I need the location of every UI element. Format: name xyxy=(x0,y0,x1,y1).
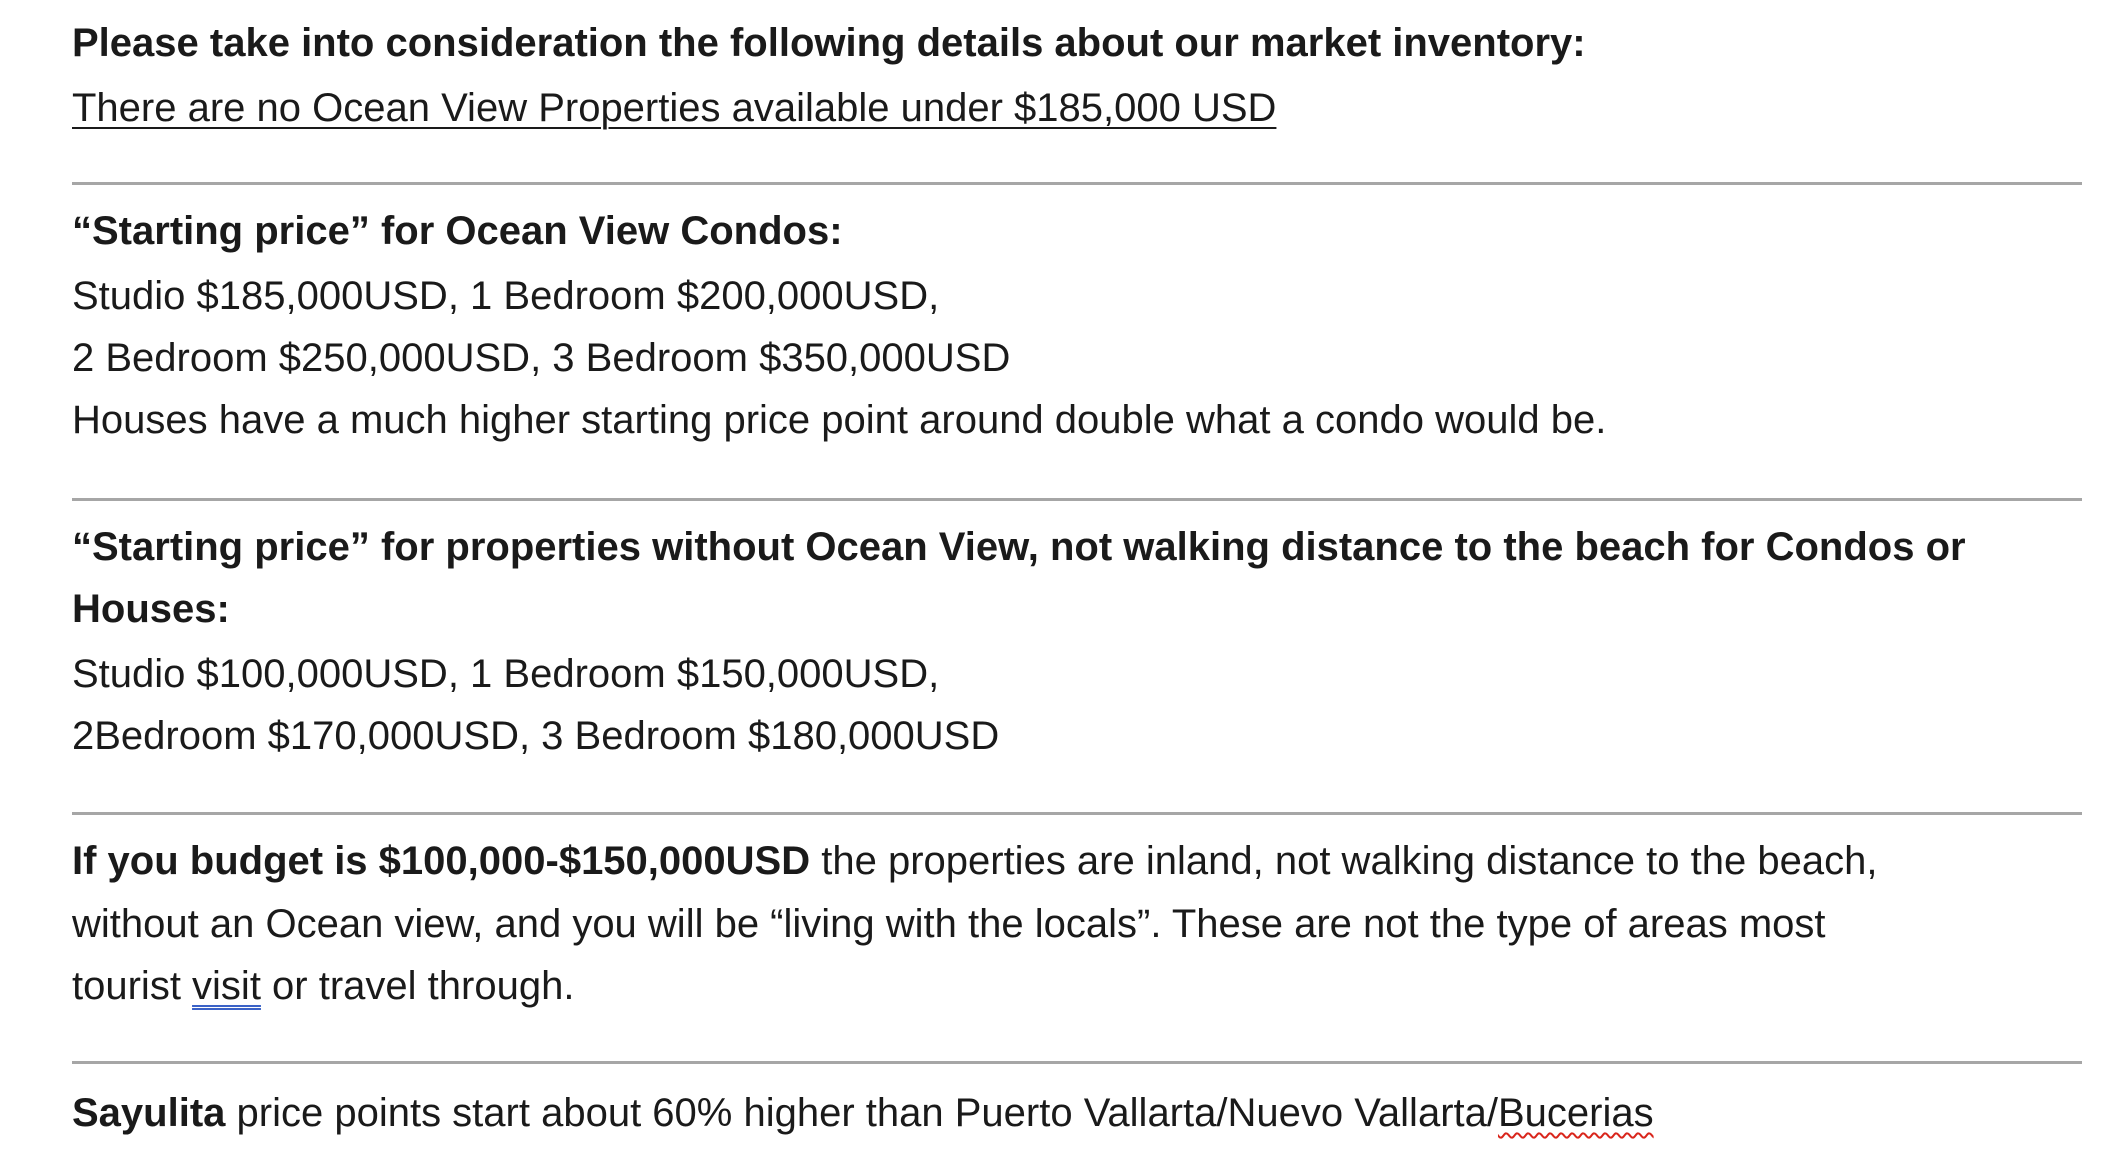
divider-1 xyxy=(72,182,2082,185)
budget-line-1 xyxy=(72,830,1877,892)
no-ocean-view-heading-line-2: Houses: xyxy=(72,587,230,631)
sayulita-bold-lead: Sayulita xyxy=(72,1091,226,1135)
sayulita-text: price points start about 60% higher than Puerto Vallarta/Nuevo Vallarta/ xyxy=(225,1091,1498,1135)
budget-line-1-rest: the properties are inland, not walking distance to the beach, xyxy=(810,839,1878,883)
budget-bold-lead: If you budget is $100,000-$150,000USD xyxy=(72,839,811,883)
budget-line-3-pre: tourist xyxy=(72,964,193,1008)
no-ocean-view-heading-line-1: “Starting price” for properties without Ocean View, not walking distance to the beach for Condos or xyxy=(72,525,1966,569)
no-ocean-view-prices-line-1: Studio $100,000USD, 1 Bedroom $150,000USD, xyxy=(72,652,940,696)
grammar-flagged-word[interactable]: visit xyxy=(192,964,261,1008)
divider-3 xyxy=(72,812,2082,815)
budget-line-3 xyxy=(72,955,574,1017)
spelling-flagged-word[interactable]: Bucerias xyxy=(1497,1091,1654,1135)
divider-4 xyxy=(72,1061,2082,1064)
ocean-view-houses-note: Houses have a much higher starting price point around double what a condo would be. xyxy=(72,398,1607,442)
inventory-note xyxy=(72,77,1276,139)
ocean-view-prices-line-2: 2 Bedroom $250,000USD, 3 Bedroom $350,000USD xyxy=(72,336,1011,380)
inventory-note-text: There are no Ocean View Properties available under $185,000 USD xyxy=(72,86,1277,130)
no-ocean-view-prices-line-2: 2Bedroom $170,000USD, 3 Bedroom $180,000USD xyxy=(72,714,1000,758)
divider-2 xyxy=(72,498,2082,501)
ocean-view-heading: “Starting price” for Ocean View Condos: xyxy=(72,209,843,253)
budget-line-3-post: or travel through. xyxy=(260,964,575,1008)
ocean-view-prices-line-1: Studio $185,000USD, 1 Bedroom $200,000USD, xyxy=(72,274,940,318)
sayulita-line xyxy=(72,1082,1654,1144)
budget-line-2: without an Ocean view, and you will be “living with the locals”. These are not the type of areas most xyxy=(72,902,1826,946)
inventory-heading: Please take into consideration the following details about our market inventory: xyxy=(72,21,1586,65)
